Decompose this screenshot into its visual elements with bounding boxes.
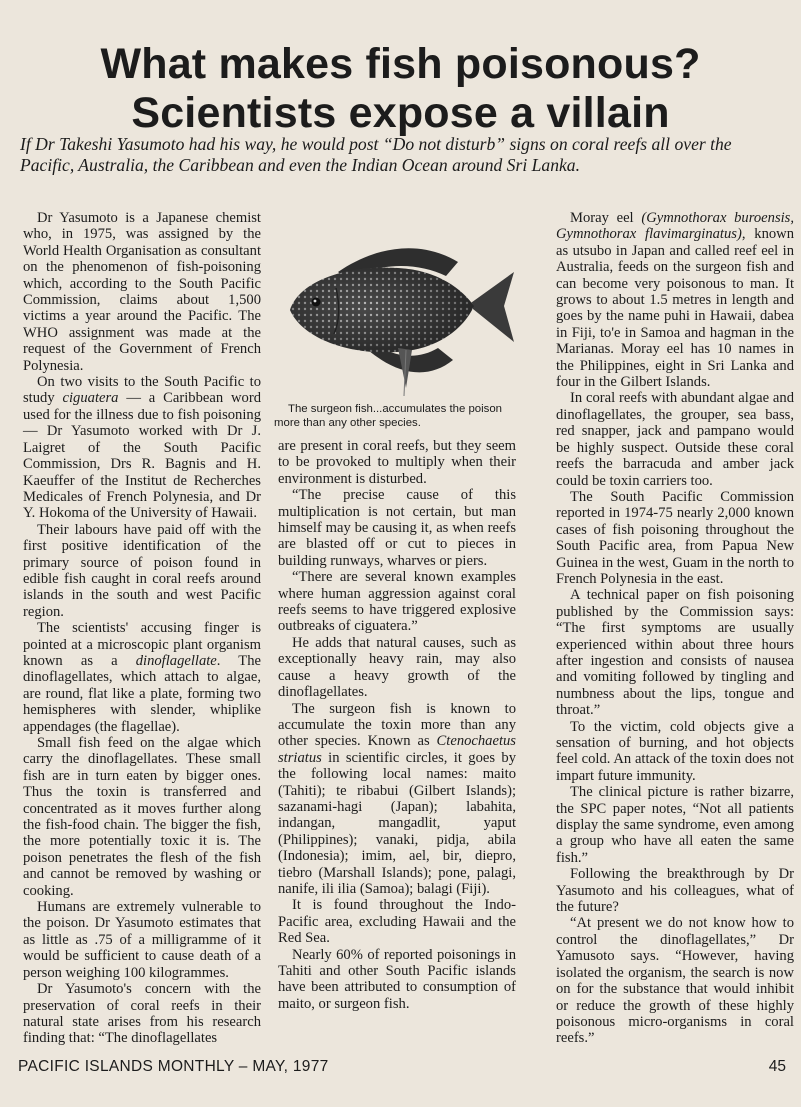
paragraph: The surgeon fish is known to accumulate the toxin more than any other species. Known as Ctenochaetus striatus in scientific circles, it goes by the following local names: maito (Tahiti); te ribabui (Gilbert Islands); sazanami-hagi (Japan); labahita, indangan, mangadlit, yaput (Philippines); vanaki, pidja, abila (Indonesia); imim, ael, bir, diepro, tiebro (Marshall Islands); pone, palagi, nanife, ili ilia (Samoa); balagi (Fiji).	[278, 700, 516, 897]
paragraph: In coral reefs with abundant algae and dinoflagellates, the grouper, sea bass, red snapper, jack and pampano would be highly suspect. Outside these coral reefs the barracuda and amber jack could be toxin carriers too.	[556, 390, 794, 489]
column-2	[274, 210, 516, 1030]
surgeon-fish-photo	[274, 210, 524, 402]
paragraph: The South Pacific Commission reported in 1974-75 nearly 2,000 known cases of fish poisoning throughout the South Pacific area, from Papua New Guinea in the west, Guam in the north to French Polynesia in the east.	[556, 488, 794, 587]
page-footer	[18, 1058, 786, 1080]
page-number: 45	[768, 1058, 786, 1075]
article-deck: If Dr Takeshi Yasumoto had his way, he would post “Do not disturb” signs on coral reefs all over the Pacific, Australia, the Caribbean and even the Indian Ocean around Sri Lanka.	[20, 134, 732, 175]
paragraph: are present in coral reefs, but they seem to be provoked to multiply when their environment is disturbed.	[278, 438, 516, 487]
paragraph: A technical paper on fish poisoning published by the Commission says: “The first symptoms are usually experienced within about three hours after ingestion and consists of nausea and vomiting followed by tingling and numbness about the lips, tongue and throat.”	[556, 587, 794, 719]
paragraph: Dr Yasumoto's concern with the preservation of coral reefs in their natural state arises from his research finding that: “The dinoflagellates	[23, 981, 261, 1047]
surgeon-fish-figure	[274, 210, 524, 430]
surgeon-fish-illustration	[278, 210, 520, 400]
headline-line-1: What makes fish poisonous?	[100, 40, 701, 88]
paragraph: The scientists' accusing finger is pointed at a microscopic plant organism known as a dinoflagellate. The dinoflagellates, which attach to algae, are round, flat like a plate, forming two hemispheres with slender, whiplike appendages (the flagellae).	[23, 620, 261, 735]
paragraph: Following the breakthrough by Dr Yasumoto and his colleagues, what of the future?	[556, 866, 794, 916]
paragraph: To the victim, cold objects give a sensation of burning, and hot objects feel cold. An attack of the toxin does not impart future immunity.	[556, 718, 794, 784]
paragraph: “There are several known examples where human aggression against coral reefs seems to have triggered explosive outbreaks of ciguatera.”	[278, 569, 516, 635]
paragraph: “The precise cause of this multiplication is not certain, but man himself may be causing it, as when reefs are blasted off or cut to pieces in building runways, wharves or piers.	[278, 487, 516, 569]
paragraph: It is found throughout the Indo-Pacific area, excluding Hawaii and the Red Sea.	[278, 897, 516, 947]
paragraph: “At present we do not know how to control the dinoflagellates,” Dr Yamusoto says. “However, having isolated the organism, the search is now on for the substance that would inhibit or reduce the growth of these highly poisonous micro-organisms in coral reefs.”	[556, 915, 794, 1047]
article-headline	[40, 40, 761, 138]
paragraph: On two visits to the South Pacific to study ciguatera — a Caribbean word used for the illness due to fish poisoning — Dr Yasumoto worked with Dr J. Laigret of the South Pacific Commission, Drs R. Bagnis and H. Kaeuffer of the Institut de Recherches Medicales of French Polynesia, and Dr Y. Hokoma of the University of Hawaii.	[23, 374, 261, 522]
paragraph: Dr Yasumoto is a Japanese chemist who, in 1975, was assigned by the World Health Organisation as consultant on the phenomenon of fish-poisoning which, according to the South Pacific Commission, claims about 1,500 victims a year around the Pacific. The WHO assignment was made at the request of the Government of French Polynesia.	[23, 210, 261, 374]
figure-caption: The surgeon fish...accumulates the poison more than any other species.	[274, 403, 503, 429]
paragraph: Small fish feed on the algae which carry the dinoflagellates. These small fish are in turn eaten by bigger ones. Thus the toxin is transferred and concentrated as it moves further along the fish-food chain. The bigger the fish, the more potentially toxic it is. The poison penetrates the flesh of the fish and cannot be removed by washing or cooking.	[23, 735, 261, 899]
paragraph: He adds that natural causes, such as exceptionally heavy rain, may also cause a heavy growth of the dinoflagellates.	[278, 634, 516, 701]
paragraph: The clinical picture is rather bizarre, the SPC paper notes, “Not all patients display the same syndrome, even among a group who have all eaten the same fish.”	[556, 784, 794, 866]
headline-line-2: Scientists expose a villain	[131, 89, 670, 137]
column-3	[556, 210, 795, 1047]
column-1	[23, 210, 261, 1047]
paragraph: Nearly 60% of reported poisonings in Tahiti and other South Pacific islands have been attributed to consumption of maito, or surgeon fish.	[278, 946, 516, 1012]
publication-line: PACIFIC ISLANDS MONTHLY – MAY, 1977	[18, 1058, 329, 1075]
paragraph: Their labours have paid off with the first positive identification of the primary source of poison found in edible fish caught in coral reefs around islands in the south and west Pacific region.	[23, 521, 261, 620]
paragraph: Moray eel (Gymnothorax buroensis, Gymnothorax flavimarginatus), known as utsubo in Japan and called reef eel in Australia, feeds on the surgeon fish and can become very poisonous to man. It grows to about 1.5 metres in length and goes by the name puhi in Hawaii, dabea in Fiji, to'e in Samoa and hagman in the Marianas. Moray eel has 10 names in the Philippines, eight in Sri Lanka and four in the Gilbert Islands.	[556, 210, 795, 391]
paragraph: Humans are extremely vulnerable to the poison. Dr Yasumoto estimates that as little as .75 of a milligramme of it would be sufficient to cause death of a person weighing 100 kilogrammes.	[23, 899, 261, 981]
